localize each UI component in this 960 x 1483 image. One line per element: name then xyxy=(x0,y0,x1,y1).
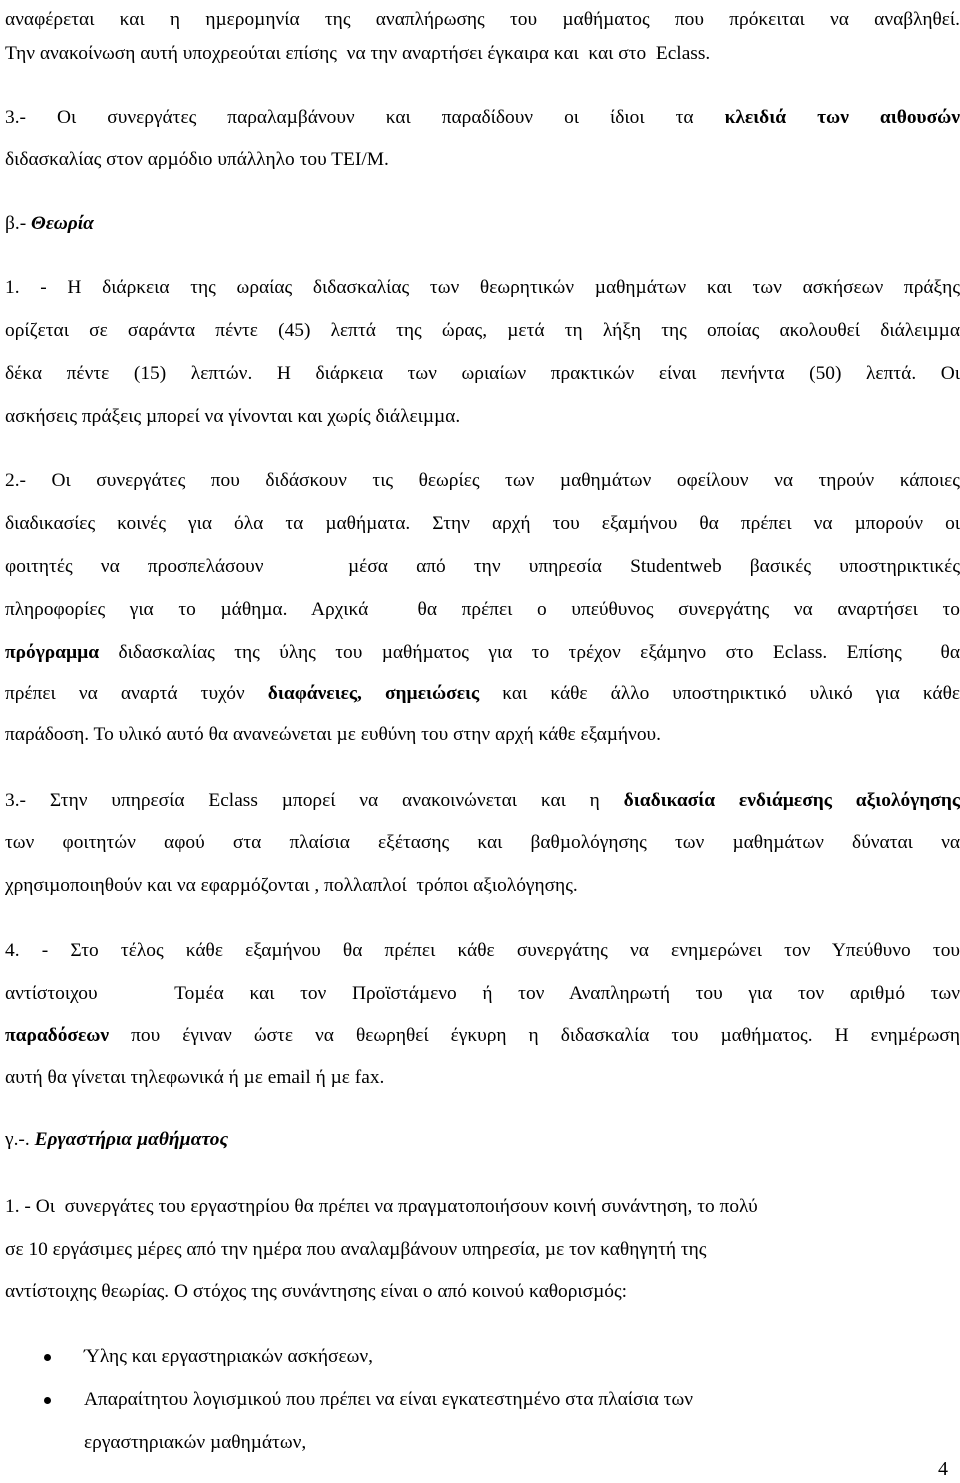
text-line xyxy=(5,510,960,538)
text-run: Θεωρία xyxy=(31,213,94,234)
text-line xyxy=(5,787,960,815)
text-line xyxy=(5,872,960,900)
text-run: χρησιµοποιηθούν και να εφαρµόζονται , πολλαπλοί τρόποι αξιολόγησης. xyxy=(5,875,578,896)
text-run: φοιτητές να προσπελάσουν µέσα από την υπηρεσία Studentweb βασικές υποστηρικτικές xyxy=(5,556,960,577)
text-run: 1. - Οι συνεργάτες του εργαστηρίου θα πρέπει να πραγµατοποιήσουν κοινή συνάντηση, το πολύ xyxy=(5,1196,758,1217)
text-run: 2.- Οι συνεργάτες που διδάσκουν τις θεωρίες των µαθηµάτων οφείλουν να τηρούν κάποιες xyxy=(5,470,960,491)
text-line xyxy=(5,146,960,174)
text-run: 3.- Οι συνεργάτες παραλαµβάνουν και παραδίδουν οι ίδιοι τα xyxy=(5,107,725,128)
text-run: δέκα πέντε (15) λεπτών. Η διάρκεια των ωριαίων πρακτικών είναι πενήντα (50) λεπτά. Οι xyxy=(5,363,960,384)
text-line xyxy=(5,6,960,34)
text-line xyxy=(5,721,960,749)
text-run: και κάθε άλλο υποστηρικτικό υλικό για κάθε xyxy=(479,683,960,704)
text-line xyxy=(5,980,960,1008)
page-number: 4 xyxy=(938,1458,948,1480)
text-line xyxy=(5,403,960,431)
text-run: παραδόσεων xyxy=(5,1025,110,1046)
text-run: 3.- Στην υπηρεσία Eclass µπορεί να ανακοινώνεται και η xyxy=(5,790,624,811)
text-run: ορίζεται σε σαράντα πέντε (45) λεπτά της ώρας, µετά τη λήξη της οποίας ακολουθεί διάλειµµα xyxy=(5,320,960,341)
text-line xyxy=(5,274,960,302)
text-line xyxy=(5,596,960,624)
text-run: πληροφορίες για το µάθηµα. Αρχικά θα πρέπει ο υπεύθυνος συνεργάτης να αναρτήσει το xyxy=(5,599,960,620)
text-run: διαδικασία ενδιάµεσης αξιολόγησης xyxy=(623,790,960,811)
text-run: γ.-. xyxy=(5,1129,35,1150)
text-line xyxy=(5,937,960,965)
text-run: διδασκαλίας της ύλης του µαθήµατος για το τρέχον εξάµηνο στο Eclass. Επίσης θα xyxy=(99,642,960,663)
text-run: πρόγραµµα xyxy=(5,642,100,663)
text-run: Την ανακοίνωση αυτή υποχρεούται επίσης να την αναρτήσει έγκαιρα και και στο Eclass. xyxy=(5,43,711,64)
text-run: 4. - Στο τέλος κάθε εξαµήνου θα πρέπει κάθε συνεργάτης να ενηµερώνει τον Υπεύθυνο του xyxy=(5,940,960,961)
text-run: διαδικασίες κοινές για όλα τα µαθήµατα. Στην αρχή του εξαµήνου θα πρέπει να µπορούν οι xyxy=(5,513,960,534)
text-run: Εργαστήρια µαθήµατος xyxy=(34,1129,229,1150)
text-run: που έγιναν ώστε να θεωρηθεί έγκυρη η διδασκαλία του µαθήµατος. Η ενηµέρωση xyxy=(109,1025,960,1046)
text-line xyxy=(5,467,960,495)
text-run: αυτή θα γίνεται τηλεφωνικά ή µε email ή µε fax. xyxy=(5,1067,385,1088)
text-run: β.- xyxy=(5,213,32,234)
bullet-dot-icon xyxy=(44,1397,51,1404)
text-line xyxy=(5,1236,960,1264)
text-run: των φοιτητών αφού στα πλαίσια εξέτασης και βαθµολόγησης των µαθηµάτων δύναται να xyxy=(5,832,960,853)
text-line xyxy=(5,639,960,667)
text-run: διαφάνειες, σηµειώσεις xyxy=(267,683,480,704)
text-line xyxy=(5,1193,960,1221)
text-run: ασκήσεις πράξεις µπορεί να γίνονται και χωρίς διάλειµµα. xyxy=(5,406,461,427)
text-run: διδασκαλίας στον αρµόδιο υπάλληλο του ΤΕΙ/Μ. xyxy=(5,149,389,170)
text-run: σε 10 εργάσιµες µέρες από την ηµέρα που αναλαµβάνουν υπηρεσία, µε τον καθηγητή της xyxy=(5,1239,707,1260)
text-run: αντίστοιχου Τοµέα και τον Προϊστάµενο ή τον Αναπληρωτή του για τον αριθµό των xyxy=(5,983,960,1004)
bullet-text: Ύλης και εργαστηριακών ασκήσεων, xyxy=(84,1346,374,1367)
text-line xyxy=(5,680,960,708)
text-line xyxy=(5,104,960,132)
text-line xyxy=(5,1064,960,1092)
bullet-dot-icon xyxy=(44,1354,51,1361)
text-line xyxy=(5,829,960,857)
text-line xyxy=(5,1022,960,1050)
document-page xyxy=(5,0,960,1483)
bullet-text: εργαστηριακών µαθηµάτων, xyxy=(84,1432,307,1453)
text-run: 1. - Η διάρκεια της ωραίας διδασκαλίας των θεωρητικών µαθηµάτων και των ασκήσεων πράξης xyxy=(5,277,960,298)
text-run: παράδοση. Το υλικό αυτό θα ανανεώνεται µε ευθύνη του στην αρχή κάθε εξαµήνου. xyxy=(5,724,661,745)
text-run: κλειδιά των αιθουσών xyxy=(724,107,960,128)
text-line xyxy=(5,360,960,388)
text-line xyxy=(5,40,960,68)
text-run: αναφέρεται και η ηµεροµηνία της αναπλήρωσης του µαθήµατος που πρόκειται να αναβληθεί. xyxy=(5,9,960,30)
text-run: αντίστοιχης θεωρίας. Ο στόχος της συνάντησης είναι ο από κοινού καθορισµός: xyxy=(5,1281,628,1302)
text-line xyxy=(5,317,960,345)
text-run: πρέπει να αναρτά τυχόν xyxy=(5,683,268,704)
text-line xyxy=(5,553,960,581)
text-line xyxy=(5,1278,960,1306)
text-line xyxy=(5,1126,960,1154)
bullet-text: Απαραίτητου λογισµικού που πρέπει να είναι εγκατεστηµένο στα πλαίσια των xyxy=(84,1389,693,1410)
text-line xyxy=(5,210,960,238)
